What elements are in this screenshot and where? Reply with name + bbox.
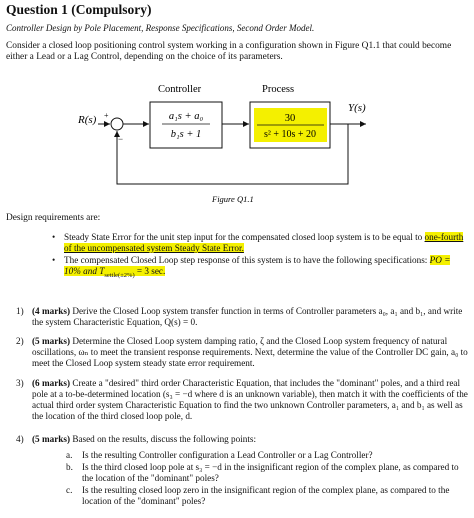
question-text: Based on the results, discuss the following points: (70, 434, 257, 444)
subpoint-letter: a. (66, 450, 73, 460)
minus-sign: − (118, 134, 124, 144)
process-denominator: s² + 10s + 20 (263, 129, 317, 140)
spec-text: = 3 sec. (134, 266, 166, 276)
question-number: 2) (16, 336, 24, 346)
plus-sign: + (104, 111, 109, 120)
design-requirements-label: Design requirements are: (6, 213, 101, 223)
question-marks: (5 marks) (32, 434, 71, 444)
subpoint-text: Is the resulting closed loop zero in the insignificant region of the complex plane, as compared to the location of the "dominant" poles? (82, 485, 450, 506)
question-marks: (5 marks) (32, 336, 71, 346)
requirement-item (52, 255, 468, 281)
intro-paragraph: Consider a closed loop positioning control system working in a configuration shown in Figure Q1.1 that could become either a Lead or a Lag Control, depending on the choice of its parameters. (6, 41, 452, 62)
subpoint-item (66, 462, 468, 484)
bullet-icon: • (52, 232, 56, 242)
process-label: Process (262, 84, 295, 95)
requirements-list (52, 232, 468, 282)
question-number: 4) (16, 434, 24, 444)
requirement-highlight: one-fourth of the uncompensated system Steady State Error. (64, 232, 464, 253)
question-marks: (6 marks) (32, 378, 71, 388)
subpoint-letter: c. (66, 485, 73, 495)
input-label: R(s) (78, 114, 97, 126)
question-item (16, 434, 468, 445)
question-marks: (4 marks) (32, 306, 71, 316)
subpoint-letter: b. (66, 462, 73, 472)
question-item (16, 306, 468, 328)
output-label: Y(s) (348, 102, 366, 114)
requirement-item (52, 232, 468, 254)
controller-numerator: a₁s + a₀ (168, 111, 204, 122)
question-item (16, 378, 468, 422)
spec-text: PO = 10% and T (64, 255, 451, 276)
summing-junction (111, 118, 123, 130)
subpoint-text: Is the third closed loop pole at s₃ = −d in the insignificant region of the complex plane, as compared to the location of the "dominant" poles? (82, 462, 459, 483)
question-number: 1) (16, 306, 24, 316)
question-item (16, 336, 468, 369)
controller-label: Controller (158, 84, 202, 95)
question-text: Create a "desired" third order Characteristic Equation, that includes the "dominant" poles, and a third real pole at a to-be-determined location (s₃ = −d where d is an unknown variable), then match it with the coefficients of the actual third order system Characteristic Equation to find the two unknown Controller parameters, a₁ and b₁ as well as the location of the third closed loop pole, d. (32, 378, 468, 421)
question-subtitle: Controller Design by Pole Placement, Response Specifications, Second Order Model. (6, 23, 315, 33)
figure-caption: Figure Q1.1 (212, 194, 254, 204)
controller-block (150, 102, 222, 148)
spec-subscript: settle(±2%) (104, 271, 135, 279)
subpoint-item (66, 485, 468, 507)
subpoint-item (66, 450, 468, 461)
process-numerator: 30 (284, 113, 296, 124)
requirement-text: The compensated Closed Loop step response of this system is to have the following specifications: (64, 255, 430, 265)
bullet-icon: • (52, 255, 56, 265)
requirement-text: Steady State Error for the unit step input for the compensated closed loop system is to be equal to (64, 232, 425, 242)
question-text: Derive the Closed Loop system transfer function in terms of Controller parameters a₀, a₁ and b₁, and write the system Characteristic Equation, Q(s) = 0. (32, 306, 463, 327)
question-title: Question 1 (Compulsory) (6, 2, 152, 17)
subpoint-text: Is the resulting Controller configuration a Lead Controller or a Lag Controller? (82, 450, 373, 460)
question-number: 3) (16, 378, 24, 388)
controller-denominator: b₁s + 1 (170, 129, 202, 140)
subpoint-list (66, 450, 468, 508)
block-diagram (70, 80, 370, 205)
question-text: Determine the Closed Loop system damping ratio, ζ and the Closed Loop system frequency of natural oscillations, ωₙ to meet the transient response requirements. Next, determine the value of the Controller DC gain, a₀ to meet the Closed Loop system steady state error requirement. (32, 336, 468, 368)
